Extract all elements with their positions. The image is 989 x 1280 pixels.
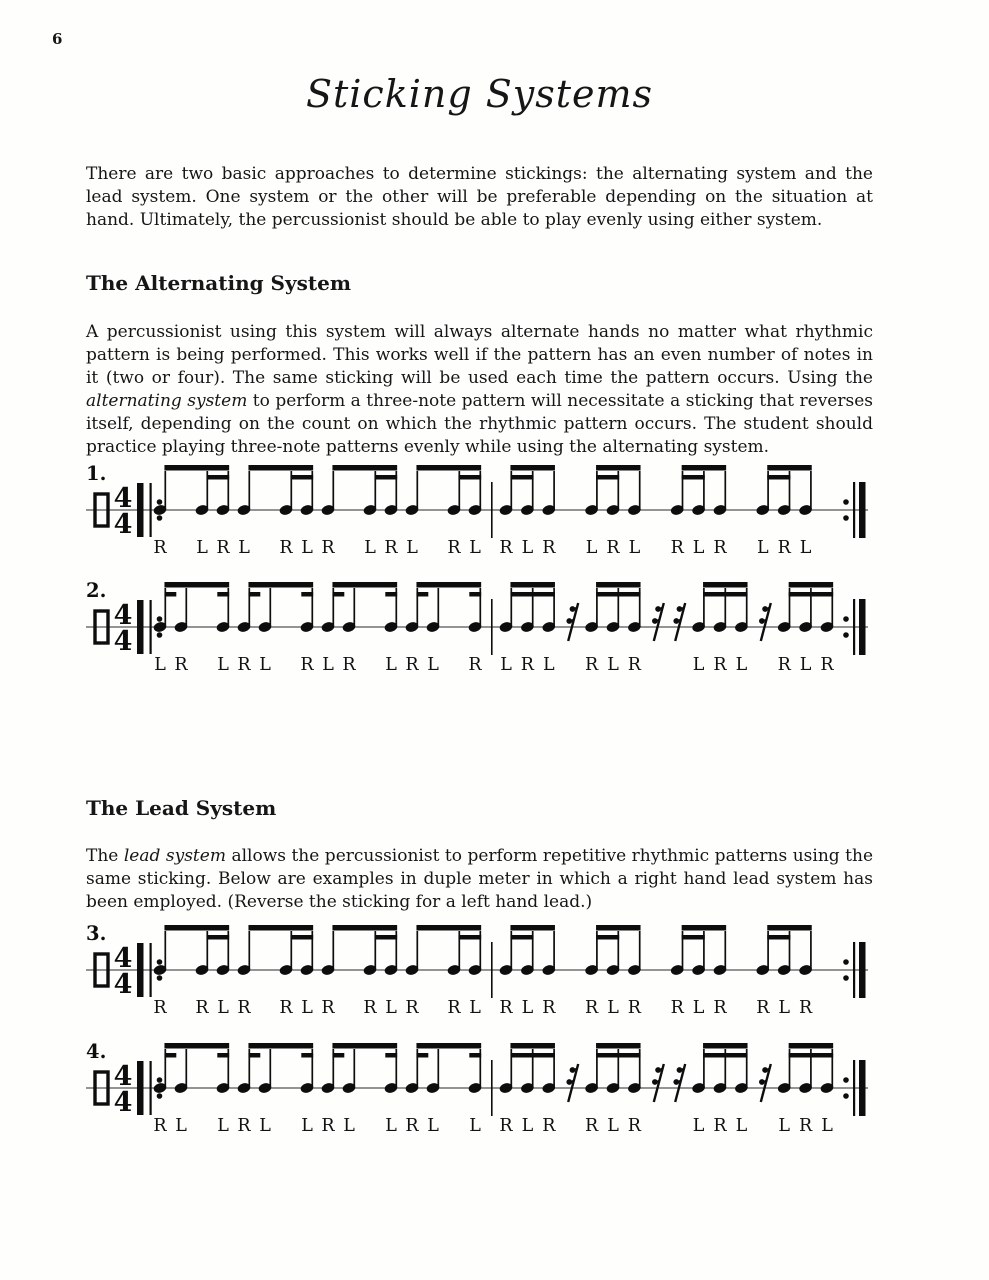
sticking-letter: R [468,655,482,675]
sticking-letter: R [713,998,727,1018]
sticking-letter: R [499,998,513,1018]
sticking-letter: R [216,538,230,558]
sticking-letter: L [542,655,555,675]
sticking-letter: R [279,538,293,558]
intro-paragraph: There are two basic approaches to determine stickings: the alternating system and the lead system. One system or the other will be preferable depending on the situation at hand. Ultimately, the percussionist should be able to play evenly using either system. [86,164,873,230]
sticking-letter: L [301,998,313,1018]
sticking-letter: L [521,538,534,558]
sticking-letter: R [321,998,335,1018]
sticking-letter: L [469,1116,481,1136]
sticking-letter: L [735,655,748,675]
sticking-letter: R [279,998,293,1018]
sticking-letter: R [756,998,770,1018]
sticking-letter: R [153,998,167,1018]
sticking-letter: R [499,1116,513,1136]
section-heading-alternating-system: The Alternating System [86,270,351,295]
sticking-letter: R [520,655,534,675]
sticking-letter: L [217,998,229,1018]
sticking-letter: R [820,655,834,675]
notation-example-4 [0,1028,989,1148]
sticking-letter: L [521,1116,534,1136]
sticking-letter: R [606,538,620,558]
sticking-letter: R [237,1116,251,1136]
sticking-letter: R [447,998,461,1018]
sticking-letter: R [627,1116,641,1136]
sticking-letter: R [542,538,556,558]
notation-example-1 [0,450,989,570]
sticking-letter: R [384,538,398,558]
sticking-letter: L [692,1116,705,1136]
sticking-letter: L [217,655,229,675]
sticking-letter: L [778,998,791,1018]
sticking-letter: R [363,998,377,1018]
sticking-letter: L [301,1116,313,1136]
sticking-letter: R [237,655,251,675]
sticking-letter: L [406,538,418,558]
sticking-letter: L [756,538,769,558]
sticking-letter: R [321,538,335,558]
sticking-letter: L [585,538,598,558]
sticking-letter: L [385,655,397,675]
sticking-letter: L [175,1116,187,1136]
example-number: 3. [86,922,107,945]
sticking-letter: L [196,538,208,558]
example-number: 4. [86,1040,107,1063]
sticking-letter: L [607,1116,619,1136]
sticking-letter: L [259,1116,271,1136]
sticking-letter: L [469,998,481,1018]
sticking-letter: R [321,1116,335,1136]
sticking-letter: R [447,538,461,558]
time-signature-digit: 4 [113,943,133,974]
sticking-letter: L [735,1116,748,1136]
sticking-letter: L [217,1116,229,1136]
sticking-letter: L [301,538,313,558]
sticking-letter: R [300,655,314,675]
sticking-letter: L [427,655,439,675]
sticking-letter: L [607,655,619,675]
sticking-letter: L [343,1116,355,1136]
sticking-letter: L [692,538,705,558]
sticking-letter: R [405,655,419,675]
sticking-letter: R [585,655,599,675]
sticking-letter: R [585,1116,599,1136]
sticking-letter: R [174,655,188,675]
sticking-letter: R [713,538,727,558]
sticking-letter: L [628,538,641,558]
sticking-letter: R [713,1116,727,1136]
sticking-letter: L [778,1116,791,1136]
sticking-letter: R [627,998,641,1018]
page-number: 6 [52,30,63,48]
sticking-letter: R [799,998,813,1018]
sticking-letter: L [799,655,812,675]
example-number: 1. [86,462,107,485]
sticking-letter: R [713,655,727,675]
sticking-letter: L [385,1116,397,1136]
example-number: 2. [86,579,107,602]
sticking-letter: L [500,655,512,675]
sticking-letter: R [799,1116,813,1136]
time-signature-digit: 4 [113,509,133,540]
sticking-letter: L [154,655,166,675]
sticking-letter: R [342,655,356,675]
sticking-letter: R [405,998,419,1018]
sticking-letter: R [499,538,513,558]
sticking-letter: L [322,655,334,675]
sticking-letter: R [777,655,791,675]
sticking-letter: L [607,998,619,1018]
sticking-letter: L [427,1116,439,1136]
sticking-letter: R [627,655,641,675]
sticking-letter: L [364,538,376,558]
sticking-letter: L [692,998,705,1018]
time-signature-digit: 4 [113,1087,133,1118]
sticking-letter: R [542,998,556,1018]
sticking-letter: R [777,538,791,558]
sticking-letter: R [585,998,599,1018]
time-signature-digit: 4 [113,600,133,631]
sticking-letter: L [821,1116,833,1136]
sticking-letter: R [153,538,167,558]
page-title: Sticking Systems [305,72,654,116]
sticking-letter: R [237,998,251,1018]
sticking-letter: R [405,1116,419,1136]
sticking-letter: L [259,655,271,675]
time-signature-digit: 4 [113,1061,133,1092]
sticking-letter: L [238,538,250,558]
notation-example-3 [0,910,989,1030]
sticking-letter: L [521,998,534,1018]
sticking-letter: L [385,998,397,1018]
sticking-letter: R [153,1116,167,1136]
lead-system-paragraph: The lead system allows the percussionist to perform repetitive rhythmic patterns using the same sticking. Below are examples in duple meter in which a right hand lead system has been employed. (Reverse the sticking for a left hand lead.) [86,846,874,912]
sticking-letter: R [195,998,209,1018]
sticking-letter: R [670,998,684,1018]
time-signature-digit: 4 [113,969,133,1000]
sticking-letter: L [692,655,705,675]
section-heading-lead-system: The Lead System [86,795,277,820]
alternating-system-paragraph: A percussionist using this system will always alternate hands no matter what rhythmic pattern is being performed. This works well if the pattern has an even number of notes in it (two or four). The same sticking will be used each time the pattern occurs. Using the alternating system to perform a three-note pattern will necessitate a sticking that reverses itself, depending on the count on which the rhythmic pattern occurs. The student should practice playing three-note patterns evenly while using the alternating system. [86,322,873,457]
time-signature-digit: 4 [113,483,133,514]
time-signature-digit: 4 [113,626,133,657]
notation-example-2 [0,567,989,687]
sticking-letter: R [670,538,684,558]
sticking-letter: R [542,1116,556,1136]
sticking-letter: L [469,538,481,558]
sticking-letter: L [799,538,812,558]
